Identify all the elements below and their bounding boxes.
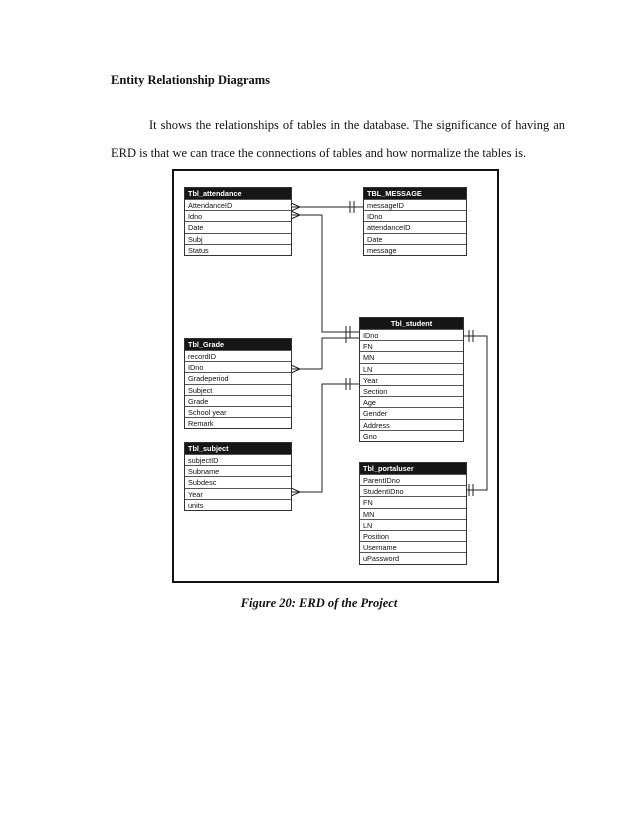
- table-subject: [184, 442, 292, 511]
- table-field: uPassword: [360, 552, 466, 563]
- table-title: Tbl_Grade: [185, 339, 291, 350]
- table-field: FN: [360, 496, 466, 507]
- table-field: Remark: [185, 417, 291, 428]
- table-field: Gradeperiod: [185, 372, 291, 383]
- erd-figure: [172, 169, 499, 583]
- table-field: FN: [360, 340, 463, 351]
- table-field: MN: [360, 508, 466, 519]
- table-field: Gender: [360, 407, 463, 418]
- table-field: Date: [364, 233, 466, 244]
- table-field: Year: [185, 488, 291, 499]
- table-field: IDno: [364, 210, 466, 221]
- table-field: LN: [360, 519, 466, 530]
- table-title: TBL_MESSAGE: [364, 188, 466, 199]
- table-field: Section: [360, 385, 463, 396]
- table-field: Position: [360, 530, 466, 541]
- table-field: Address: [360, 419, 463, 430]
- body-paragraph: It shows the relationships of tables in the database. The significance of having an ERD is that we can trace the connections of tables and how normalize the tables is.: [111, 118, 565, 160]
- table-field: Grade: [185, 395, 291, 406]
- table-portaluser: [359, 462, 467, 565]
- table-field: StudentIDno: [360, 485, 466, 496]
- table-field: ParentIDno: [360, 474, 466, 485]
- table-attendance: [184, 187, 292, 256]
- table-field: Username: [360, 541, 466, 552]
- table-field: Idno: [185, 210, 291, 221]
- table-field: School year: [185, 406, 291, 417]
- table-message: [363, 187, 467, 256]
- table-title: Tbl_subject: [185, 443, 291, 454]
- table-field: Year: [360, 374, 463, 385]
- table-field: IDno: [185, 361, 291, 372]
- table-field: message: [364, 244, 466, 255]
- table-field: Subj: [185, 233, 291, 244]
- section-heading: Entity Relationship Diagrams: [111, 73, 271, 87]
- table-student: [359, 317, 464, 442]
- table-field: recordID: [185, 350, 291, 361]
- table-title: Tbl_attendance: [185, 188, 291, 199]
- table-field: Status: [185, 244, 291, 255]
- table-title: Tbl_student: [360, 318, 463, 329]
- table-field: IDno: [360, 329, 463, 340]
- figure-caption: Figure 20: ERD of the Project: [240, 596, 398, 610]
- table-field: MN: [360, 351, 463, 362]
- table-field: subjectID: [185, 454, 291, 465]
- table-grade: [184, 338, 292, 429]
- table-field: AttendanceID: [185, 199, 291, 210]
- table-field: Subdesc: [185, 476, 291, 487]
- table-field: messageID: [364, 199, 466, 210]
- table-field: Gno: [360, 430, 463, 441]
- table-field: attendanceID: [364, 221, 466, 232]
- table-field: units: [185, 499, 291, 510]
- table-field: Subname: [185, 465, 291, 476]
- table-field: Age: [360, 396, 463, 407]
- table-field: Date: [185, 221, 291, 232]
- table-field: LN: [360, 363, 463, 374]
- table-field: Subject: [185, 384, 291, 395]
- table-title: Tbl_portaluser: [360, 463, 466, 474]
